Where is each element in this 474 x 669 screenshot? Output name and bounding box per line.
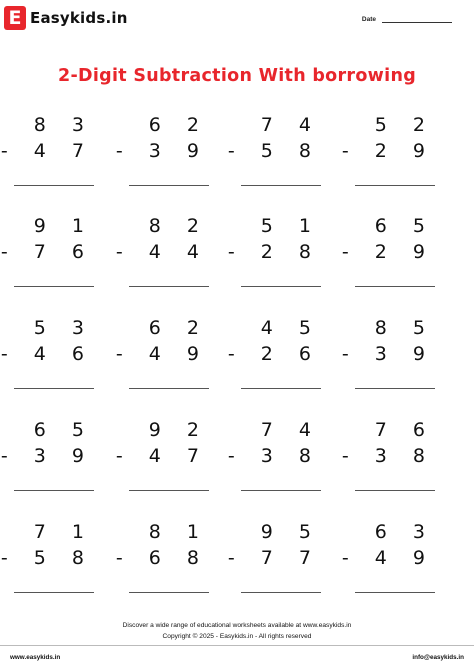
subtrahend: - 4 7 bbox=[0, 140, 94, 162]
subtraction-problem bbox=[115, 521, 209, 601]
minuend: 5 1 bbox=[260, 215, 321, 237]
logo-text: Easykids.in bbox=[30, 9, 128, 27]
answer-line[interactable] bbox=[241, 490, 321, 491]
date-line bbox=[382, 15, 452, 23]
minuend: 6 5 bbox=[33, 419, 94, 441]
subtraction-problem bbox=[0, 521, 94, 601]
subtrahend: - 3 8 bbox=[227, 445, 321, 467]
worksheet-title: 2-Digit Subtraction With borrowing bbox=[57, 66, 417, 86]
minuend: 6 3 bbox=[374, 521, 435, 543]
logo-e-icon: E bbox=[4, 6, 26, 30]
subtrahend: - 4 6 bbox=[0, 343, 94, 365]
minuend: 4 5 bbox=[260, 317, 321, 339]
subtrahend: - 3 9 bbox=[0, 445, 94, 467]
minuend: 7 4 bbox=[260, 419, 321, 441]
subtrahend: - 4 4 bbox=[115, 241, 209, 263]
minuend: 6 2 bbox=[148, 114, 209, 136]
subtraction-problem bbox=[115, 419, 209, 499]
answer-line[interactable] bbox=[14, 286, 94, 287]
answer-line[interactable] bbox=[355, 592, 435, 593]
answer-line[interactable] bbox=[355, 388, 435, 389]
subtraction-problem bbox=[227, 317, 321, 397]
answer-line[interactable] bbox=[14, 490, 94, 491]
subtrahend: - 3 9 bbox=[115, 140, 209, 162]
subtrahend: - 2 6 bbox=[227, 343, 321, 365]
subtraction-problem bbox=[115, 215, 209, 295]
subtraction-problem bbox=[341, 114, 435, 194]
footer-discover-text: Discover a wide range of educational worksheets available at www.easykids.in bbox=[122, 622, 352, 629]
minuend: 8 3 bbox=[33, 114, 94, 136]
footer-bar bbox=[0, 645, 474, 669]
subtrahend: - 4 9 bbox=[115, 343, 209, 365]
subtrahend: - 7 7 bbox=[227, 547, 321, 569]
subtrahend: - 3 8 bbox=[341, 445, 435, 467]
subtraction-problem bbox=[227, 215, 321, 295]
answer-line[interactable] bbox=[14, 388, 94, 389]
answer-line[interactable] bbox=[129, 286, 209, 287]
subtrahend: - 3 9 bbox=[341, 343, 435, 365]
minuend: 8 2 bbox=[148, 215, 209, 237]
subtraction-problem bbox=[227, 419, 321, 499]
subtraction-problem bbox=[0, 419, 94, 499]
footer-copyright: Copyright © 2025 - Easykids.in - All rights reserved bbox=[162, 633, 312, 640]
subtraction-problem bbox=[341, 521, 435, 601]
answer-line[interactable] bbox=[241, 592, 321, 593]
answer-line[interactable] bbox=[129, 388, 209, 389]
answer-line[interactable] bbox=[355, 185, 435, 186]
logo bbox=[4, 6, 128, 30]
answer-line[interactable] bbox=[241, 185, 321, 186]
answer-line[interactable] bbox=[129, 490, 209, 491]
answer-line[interactable] bbox=[129, 592, 209, 593]
footer-email: info@easykids.in bbox=[412, 654, 464, 661]
subtrahend: - 4 9 bbox=[341, 547, 435, 569]
subtrahend: - 2 8 bbox=[227, 241, 321, 263]
subtraction-problem bbox=[341, 317, 435, 397]
subtrahend: - 6 8 bbox=[115, 547, 209, 569]
subtraction-problem bbox=[115, 317, 209, 397]
header bbox=[0, 0, 474, 40]
answer-line[interactable] bbox=[14, 592, 94, 593]
footer-website: www.easykids.in bbox=[10, 654, 61, 661]
subtrahend: - 2 9 bbox=[341, 241, 435, 263]
minuend: 7 6 bbox=[374, 419, 435, 441]
subtrahend: - 2 9 bbox=[341, 140, 435, 162]
subtraction-problem bbox=[0, 114, 94, 194]
minuend: 9 1 bbox=[33, 215, 94, 237]
minuend: 6 5 bbox=[374, 215, 435, 237]
answer-line[interactable] bbox=[14, 185, 94, 186]
subtraction-problem bbox=[341, 419, 435, 499]
minuend: 5 3 bbox=[33, 317, 94, 339]
minuend: 7 4 bbox=[260, 114, 321, 136]
minuend: 9 5 bbox=[260, 521, 321, 543]
subtrahend: - 5 8 bbox=[227, 140, 321, 162]
subtrahend: - 4 7 bbox=[115, 445, 209, 467]
subtrahend: - 5 8 bbox=[0, 547, 94, 569]
subtraction-problem bbox=[227, 521, 321, 601]
subtraction-problem bbox=[227, 114, 321, 194]
subtraction-problem bbox=[0, 317, 94, 397]
minuend: 8 5 bbox=[374, 317, 435, 339]
minuend: 6 2 bbox=[148, 317, 209, 339]
answer-line[interactable] bbox=[355, 490, 435, 491]
answer-line[interactable] bbox=[241, 286, 321, 287]
minuend: 5 2 bbox=[374, 114, 435, 136]
date-field bbox=[362, 15, 452, 23]
subtraction-problem bbox=[115, 114, 209, 194]
minuend: 8 1 bbox=[148, 521, 209, 543]
answer-line[interactable] bbox=[355, 286, 435, 287]
subtraction-problem bbox=[0, 215, 94, 295]
date-label: Date bbox=[361, 16, 376, 23]
minuend: 9 2 bbox=[148, 419, 209, 441]
answer-line[interactable] bbox=[129, 185, 209, 186]
minuend: 7 1 bbox=[33, 521, 94, 543]
subtraction-problem bbox=[341, 215, 435, 295]
subtrahend: - 7 6 bbox=[0, 241, 94, 263]
answer-line[interactable] bbox=[241, 388, 321, 389]
